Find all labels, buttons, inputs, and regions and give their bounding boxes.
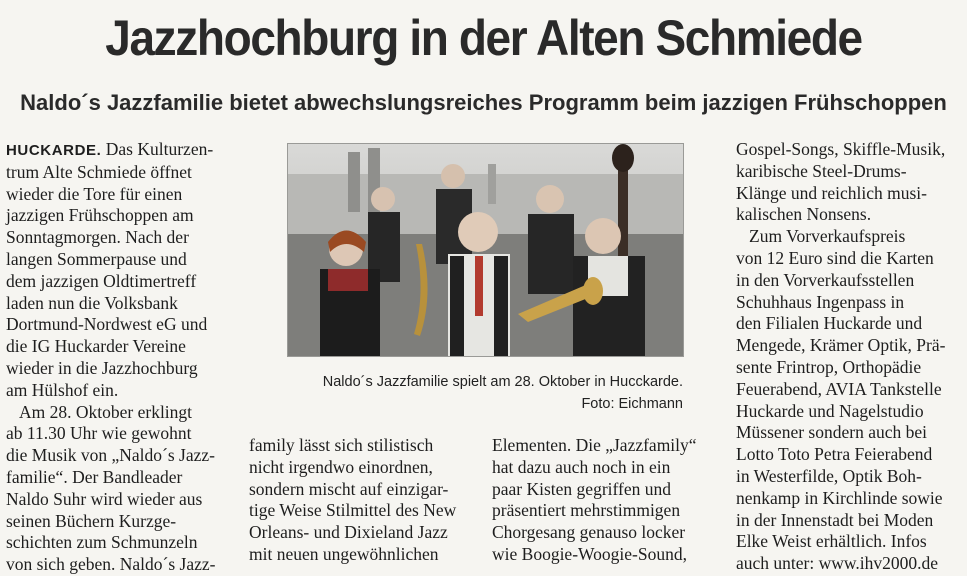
- text-line: von 12 Euro sind die Karten: [736, 247, 934, 268]
- text-line: Elke Weist erhältlich. Infos: [736, 531, 927, 552]
- article-column-3: [492, 435, 724, 566]
- text-line: die IG Huckarder Vereine: [6, 336, 186, 357]
- headline: Jazzhochburg in der Alten Schmiede: [105, 10, 862, 66]
- text-line: am Hülshof ein.: [6, 379, 119, 400]
- text-line: family lässt sich stilistisch: [249, 435, 434, 455]
- text-line: hat dazu auch noch in ein: [492, 456, 671, 477]
- text-line: Müssener sondern auch bei: [736, 422, 927, 443]
- text-line: seinen Büchern Kurzge-: [6, 510, 177, 531]
- text-line: wie Boogie-Woogie-Sound,: [492, 543, 687, 564]
- text-line: Sonntagmorgen. Nach der: [6, 227, 189, 248]
- article-column-1: [6, 139, 238, 576]
- text-line: langen Sommerpause und: [6, 248, 187, 269]
- text-line: Chorgesang genauso locker: [492, 522, 686, 543]
- text-line: karibische Steel-Drums-: [736, 160, 907, 181]
- photo-credit: Foto: Eichmann: [581, 396, 683, 412]
- text-line: sondern mischt auf einzigar-: [249, 478, 449, 499]
- text-line: Gospel-Songs, Skiffle-Musik,: [736, 139, 946, 159]
- text-line: kalischen Nonsens.: [736, 204, 872, 225]
- text-line: Feuerabend, AVIA Tankstelle: [736, 378, 942, 399]
- text-line: dem jazzigen Oldtimertreff: [6, 270, 197, 291]
- text-line: von sich geben. Naldo´s Jazz-: [6, 554, 216, 575]
- article-column-4: [736, 139, 962, 575]
- text-line: mit neuen ungewöhnlichen: [249, 543, 439, 564]
- text-line: wieder in die Jazzhochburg: [6, 357, 198, 378]
- text-line: in Westerfilde, Optik Boh-: [736, 465, 922, 486]
- text-line: Elementen. Die „Jazzfamily“: [492, 435, 697, 455]
- text-line: Huckarde und Nagelstudio: [736, 400, 924, 421]
- subheadline: Naldo´s Jazzfamilie bietet abwechslungsreiches Programm beim jazzigen Frühschoppen: [20, 90, 947, 115]
- text-line: den Filialen Huckarde und: [736, 313, 923, 334]
- text-line: familie“. Der Bandleader: [6, 466, 183, 487]
- text-line: nicht irgendwo einordnen,: [249, 456, 433, 477]
- text-line: ab 11.30 Uhr wie gewohnt: [6, 423, 192, 444]
- text-line: auch unter: www.ihv2000.de: [736, 553, 939, 574]
- text-line: in der Innenstadt bei Moden: [736, 509, 934, 530]
- text-line: Lotto Toto Petra Feierabend: [736, 444, 933, 465]
- text-line: tige Weise Stilmittel des New: [249, 500, 457, 521]
- text-line: Dortmund-Nordwest eG und: [6, 314, 208, 335]
- text-line: schichten zum Schmunzeln: [6, 532, 198, 553]
- text-line: HUCKARDE. Das Kulturzen-: [6, 139, 214, 159]
- text-line: in den Vorverkaufsstellen: [736, 269, 915, 290]
- text-line: Mengede, Krämer Optik, Prä-: [736, 335, 946, 356]
- text-line: Naldo Suhr wird wieder aus: [6, 488, 203, 509]
- article-column-2: [249, 435, 481, 566]
- text-line: die Musik von „Naldo´s Jazz-: [6, 445, 215, 466]
- text-line: Klänge und reichlich musi-: [736, 182, 927, 203]
- photo-caption-block: [248, 371, 683, 415]
- band-photo-illustration: [288, 144, 683, 356]
- text-line: Schuhhaus Ingenpass in: [736, 291, 905, 312]
- text-line: laden nun die Volksbank: [6, 292, 178, 313]
- text-line: wieder die Tore für einen: [6, 183, 183, 204]
- text-line: präsentiert mehrstimmigen: [492, 500, 681, 521]
- text-line: paar Kisten gegriffen und: [492, 478, 671, 499]
- text-line: trum Alte Schmiede öffnet: [6, 161, 192, 182]
- band-photo: [287, 143, 684, 357]
- kicker: HUCKARDE.: [6, 142, 102, 159]
- text-line: jazzigen Frühschoppen am: [6, 205, 194, 226]
- photo-caption: Naldo´s Jazzfamilie spielt am 28. Oktober in Hucckarde.: [322, 374, 683, 390]
- text-line: sente Frintrop, Orthopädie: [736, 356, 922, 377]
- text-line: Orleans- und Dixieland Jazz: [249, 522, 448, 543]
- text-line: Zum Vorverkaufspreis: [749, 226, 906, 247]
- text-line: Am 28. Oktober erklingt: [19, 401, 193, 422]
- text-line: nenkamp in Kirchlinde sowie: [736, 487, 943, 508]
